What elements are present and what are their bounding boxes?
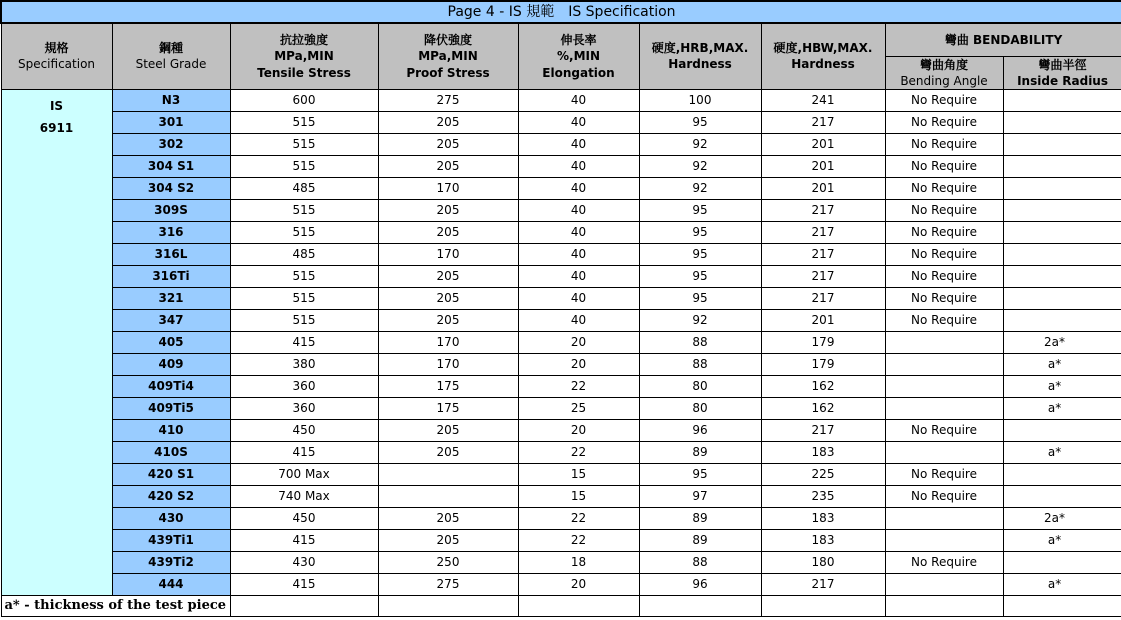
cell-elong: 40 xyxy=(518,265,639,287)
cell-radius xyxy=(1003,155,1121,177)
cell-grade: 410S xyxy=(112,441,230,463)
cell-angle: No Require xyxy=(885,309,1003,331)
cell-proof: 170 xyxy=(378,243,518,265)
cell-tensile: 485 xyxy=(230,177,378,199)
cell-tensile: 515 xyxy=(230,265,378,287)
cell-angle: No Require xyxy=(885,111,1003,133)
cell-elong: 22 xyxy=(518,507,639,529)
cell-grade: 420 S1 xyxy=(112,463,230,485)
header-tensile-stress: 抗拉強度 MPa,MIN Tensile Stress xyxy=(230,23,378,89)
cell-grade: 316L xyxy=(112,243,230,265)
cell-grade: 439Ti2 xyxy=(112,551,230,573)
cell-hbw: 241 xyxy=(761,89,885,111)
cell-angle xyxy=(885,397,1003,419)
cell-tensile: 415 xyxy=(230,529,378,551)
cell-hbw: 201 xyxy=(761,155,885,177)
cell-grade: 405 xyxy=(112,331,230,353)
cell-grade: 347 xyxy=(112,309,230,331)
cell-elong: 40 xyxy=(518,199,639,221)
cell-proof: 205 xyxy=(378,507,518,529)
cell-elong: 40 xyxy=(518,111,639,133)
cell-radius: 2a* xyxy=(1003,507,1121,529)
cell-proof: 170 xyxy=(378,353,518,375)
cell-hrb: 95 xyxy=(639,221,761,243)
table-row xyxy=(1,287,1121,309)
cell-grade: 409Ti4 xyxy=(112,375,230,397)
cell-elong: 40 xyxy=(518,243,639,265)
header-bendability: 彎曲 BENDABILITY xyxy=(885,23,1121,56)
cell-hrb: 92 xyxy=(639,177,761,199)
cell-hbw: 180 xyxy=(761,551,885,573)
cell-elong: 15 xyxy=(518,463,639,485)
specification-line: IS xyxy=(49,98,64,113)
cell-radius: a* xyxy=(1003,529,1121,551)
cell-hrb: 95 xyxy=(639,243,761,265)
cell-tensile: 415 xyxy=(230,441,378,463)
table-row xyxy=(1,397,1121,419)
table-row xyxy=(1,507,1121,529)
cell-elong: 40 xyxy=(518,309,639,331)
cell-elong: 40 xyxy=(518,177,639,199)
cell-proof: 170 xyxy=(378,331,518,353)
cell-elong: 40 xyxy=(518,133,639,155)
table-row xyxy=(1,221,1121,243)
cell-hbw: 162 xyxy=(761,375,885,397)
cell-hrb: 89 xyxy=(639,529,761,551)
cell-angle xyxy=(885,573,1003,595)
cell-radius xyxy=(1003,243,1121,265)
cell-tensile: 450 xyxy=(230,507,378,529)
table-row xyxy=(1,309,1121,331)
cell-hrb: 92 xyxy=(639,309,761,331)
cell-tensile: 515 xyxy=(230,287,378,309)
cell-hrb: 95 xyxy=(639,265,761,287)
cell-tensile: 515 xyxy=(230,155,378,177)
cell-elong: 22 xyxy=(518,375,639,397)
cell-hrb: 89 xyxy=(639,507,761,529)
cell-proof: 205 xyxy=(378,111,518,133)
cell-radius xyxy=(1003,111,1121,133)
cell-proof: 205 xyxy=(378,199,518,221)
cell-radius: a* xyxy=(1003,375,1121,397)
cell-radius xyxy=(1003,133,1121,155)
cell-hrb: 92 xyxy=(639,155,761,177)
cell-angle: No Require xyxy=(885,89,1003,111)
cell-grade: 439Ti1 xyxy=(112,529,230,551)
cell-hrb: 100 xyxy=(639,89,761,111)
table-row xyxy=(1,353,1121,375)
cell-tensile: 515 xyxy=(230,309,378,331)
cell-hbw: 179 xyxy=(761,331,885,353)
cell-grade: 304 S1 xyxy=(112,155,230,177)
table-row xyxy=(1,199,1121,221)
cell-hrb: 88 xyxy=(639,551,761,573)
cell-tensile: 415 xyxy=(230,331,378,353)
cell-proof: 205 xyxy=(378,441,518,463)
table-row xyxy=(1,573,1121,595)
cell-hbw: 217 xyxy=(761,287,885,309)
table-row xyxy=(1,155,1121,177)
cell-hbw: 183 xyxy=(761,507,885,529)
header-inside-radius: 彎曲半徑 Inside Radius xyxy=(1003,56,1121,89)
cell-radius: 2a* xyxy=(1003,331,1121,353)
cell-proof: 205 xyxy=(378,221,518,243)
table-row xyxy=(1,529,1121,551)
cell-hbw: 201 xyxy=(761,133,885,155)
table-row xyxy=(1,89,1121,111)
table-row xyxy=(1,331,1121,353)
cell-proof: 205 xyxy=(378,287,518,309)
cell-angle: No Require xyxy=(885,287,1003,309)
cell-angle xyxy=(885,331,1003,353)
table-row xyxy=(1,243,1121,265)
cell-hbw: 217 xyxy=(761,199,885,221)
table-row xyxy=(1,177,1121,199)
cell-angle: No Require xyxy=(885,155,1003,177)
cell-tensile: 360 xyxy=(230,397,378,419)
header-elongation: 伸長率 %,MIN Elongation xyxy=(518,23,639,89)
cell-angle: No Require xyxy=(885,221,1003,243)
cell-hrb: 97 xyxy=(639,485,761,507)
cell-hbw: 183 xyxy=(761,441,885,463)
cell-hbw: 183 xyxy=(761,529,885,551)
cell-hbw: 217 xyxy=(761,243,885,265)
cell-grade: 302 xyxy=(112,133,230,155)
cell-angle: No Require xyxy=(885,243,1003,265)
cell-grade: 409Ti5 xyxy=(112,397,230,419)
cell-radius: a* xyxy=(1003,441,1121,463)
cell-angle: No Require xyxy=(885,551,1003,573)
table-row xyxy=(1,551,1121,573)
cell-grade: 301 xyxy=(112,111,230,133)
specification-line: 6911 xyxy=(39,120,74,135)
cell-elong: 40 xyxy=(518,155,639,177)
cell-elong: 20 xyxy=(518,573,639,595)
cell-grade: 420 S2 xyxy=(112,485,230,507)
cell-angle: No Require xyxy=(885,265,1003,287)
cell-grade: 321 xyxy=(112,287,230,309)
cell-grade: 410 xyxy=(112,419,230,441)
cell-hbw: 201 xyxy=(761,177,885,199)
cell-angle: No Require xyxy=(885,463,1003,485)
header-bending-angle: 彎曲角度 Bending Angle xyxy=(885,56,1003,89)
cell-elong: 22 xyxy=(518,529,639,551)
cell-hrb: 96 xyxy=(639,419,761,441)
cell-elong: 25 xyxy=(518,397,639,419)
cell-hrb: 96 xyxy=(639,573,761,595)
cell-radius xyxy=(1003,177,1121,199)
table-row xyxy=(1,485,1121,507)
cell-radius xyxy=(1003,309,1121,331)
cell-proof xyxy=(378,485,518,507)
cell-elong: 40 xyxy=(518,89,639,111)
cell-hbw: 201 xyxy=(761,309,885,331)
cell-radius xyxy=(1003,221,1121,243)
cell-tensile: 430 xyxy=(230,551,378,573)
cell-hbw: 217 xyxy=(761,419,885,441)
header-proof-stress: 降伏強度 MPa,MIN Proof Stress xyxy=(378,23,518,89)
cell-radius: a* xyxy=(1003,573,1121,595)
cell-proof: 205 xyxy=(378,265,518,287)
cell-tensile: 360 xyxy=(230,375,378,397)
cell-proof: 205 xyxy=(378,419,518,441)
cell-hrb: 80 xyxy=(639,397,761,419)
cell-proof: 250 xyxy=(378,551,518,573)
table-row xyxy=(1,419,1121,441)
cell-grade: 309S xyxy=(112,199,230,221)
table-row xyxy=(1,265,1121,287)
cell-proof: 205 xyxy=(378,133,518,155)
cell-hrb: 88 xyxy=(639,353,761,375)
cell-tensile: 515 xyxy=(230,221,378,243)
cell-angle: No Require xyxy=(885,177,1003,199)
table-row xyxy=(1,375,1121,397)
cell-proof: 205 xyxy=(378,309,518,331)
table-row xyxy=(1,463,1121,485)
cell-tensile: 415 xyxy=(230,573,378,595)
table-row xyxy=(1,133,1121,155)
table-row xyxy=(1,441,1121,463)
cell-hrb: 95 xyxy=(639,111,761,133)
cell-elong: 20 xyxy=(518,331,639,353)
cell-elong: 22 xyxy=(518,441,639,463)
cell-hbw: 162 xyxy=(761,397,885,419)
cell-hbw: 217 xyxy=(761,573,885,595)
cell-hrb: 95 xyxy=(639,463,761,485)
cell-proof: 175 xyxy=(378,375,518,397)
cell-radius: a* xyxy=(1003,353,1121,375)
cell-radius: a* xyxy=(1003,397,1121,419)
cell-hrb: 80 xyxy=(639,375,761,397)
cell-angle: No Require xyxy=(885,199,1003,221)
cell-radius xyxy=(1003,485,1121,507)
specification-cell xyxy=(1,89,112,595)
cell-grade: 304 S2 xyxy=(112,177,230,199)
cell-elong: 20 xyxy=(518,353,639,375)
cell-angle xyxy=(885,353,1003,375)
cell-tensile: 515 xyxy=(230,111,378,133)
cell-radius xyxy=(1003,89,1121,111)
cell-hrb: 95 xyxy=(639,199,761,221)
cell-radius xyxy=(1003,287,1121,309)
cell-grade: 430 xyxy=(112,507,230,529)
cell-hbw: 179 xyxy=(761,353,885,375)
cell-proof: 275 xyxy=(378,89,518,111)
cell-radius xyxy=(1003,419,1121,441)
cell-hbw: 225 xyxy=(761,463,885,485)
cell-elong: 20 xyxy=(518,419,639,441)
cell-proof: 205 xyxy=(378,155,518,177)
cell-elong: 40 xyxy=(518,221,639,243)
cell-grade: N3 xyxy=(112,89,230,111)
cell-hrb: 88 xyxy=(639,331,761,353)
cell-tensile: 380 xyxy=(230,353,378,375)
cell-tensile: 515 xyxy=(230,133,378,155)
page-title: Page 4 - IS 規範 IS Specification xyxy=(1,1,1121,23)
cell-angle: No Require xyxy=(885,419,1003,441)
cell-proof: 170 xyxy=(378,177,518,199)
cell-tensile: 700 Max xyxy=(230,463,378,485)
footnote: a* - thickness of the test piece xyxy=(1,595,230,616)
cell-grade: 444 xyxy=(112,573,230,595)
header-specification: 規格 Specification xyxy=(1,23,112,89)
header-hbw-hardness: 硬度,HBW,MAX. Hardness xyxy=(761,23,885,89)
cell-angle xyxy=(885,441,1003,463)
cell-elong: 40 xyxy=(518,287,639,309)
cell-radius xyxy=(1003,551,1121,573)
cell-hbw: 217 xyxy=(761,221,885,243)
cell-angle: No Require xyxy=(885,133,1003,155)
cell-grade: 316 xyxy=(112,221,230,243)
cell-proof xyxy=(378,463,518,485)
header-hrb-hardness: 硬度,HRB,MAX. Hardness xyxy=(639,23,761,89)
cell-angle xyxy=(885,375,1003,397)
cell-proof: 275 xyxy=(378,573,518,595)
cell-angle: No Require xyxy=(885,485,1003,507)
cell-angle xyxy=(885,529,1003,551)
cell-radius xyxy=(1003,265,1121,287)
cell-proof: 175 xyxy=(378,397,518,419)
cell-elong: 18 xyxy=(518,551,639,573)
cell-hbw: 217 xyxy=(761,265,885,287)
table-row xyxy=(1,111,1121,133)
cell-hbw: 235 xyxy=(761,485,885,507)
cell-tensile: 600 xyxy=(230,89,378,111)
cell-hbw: 217 xyxy=(761,111,885,133)
cell-tensile: 740 Max xyxy=(230,485,378,507)
cell-hrb: 95 xyxy=(639,287,761,309)
cell-hrb: 92 xyxy=(639,133,761,155)
cell-tensile: 515 xyxy=(230,199,378,221)
cell-tensile: 450 xyxy=(230,419,378,441)
cell-grade: 316Ti xyxy=(112,265,230,287)
cell-radius xyxy=(1003,463,1121,485)
header-steel-grade: 鋼種 Steel Grade xyxy=(112,23,230,89)
cell-tensile: 485 xyxy=(230,243,378,265)
cell-angle xyxy=(885,507,1003,529)
cell-radius xyxy=(1003,199,1121,221)
cell-grade: 409 xyxy=(112,353,230,375)
cell-elong: 15 xyxy=(518,485,639,507)
cell-hrb: 89 xyxy=(639,441,761,463)
cell-proof: 205 xyxy=(378,529,518,551)
